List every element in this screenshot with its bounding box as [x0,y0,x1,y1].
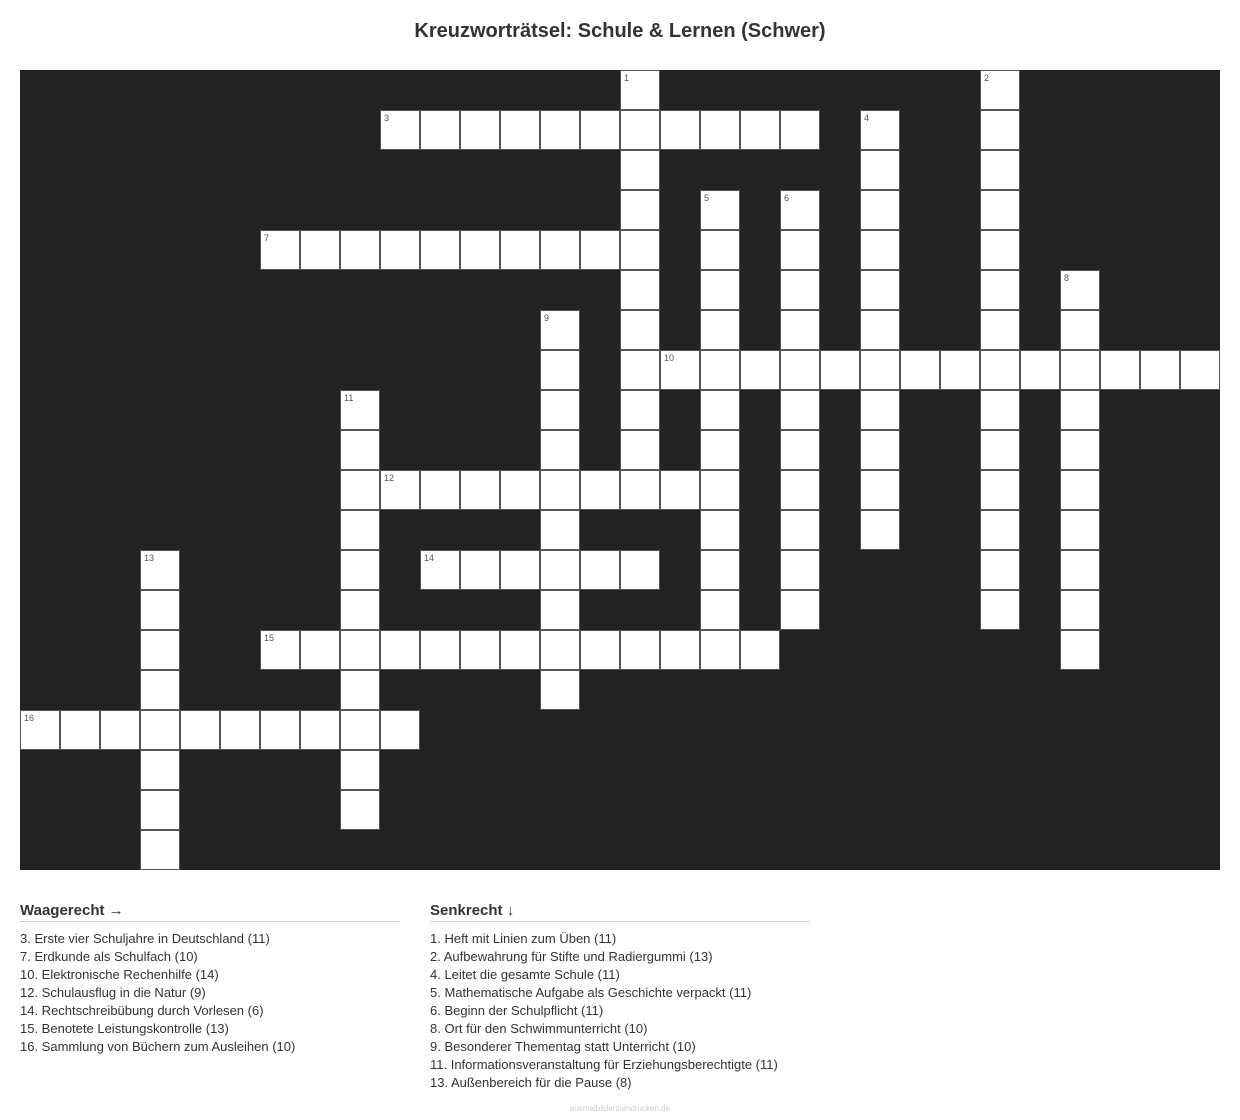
grid-cell[interactable] [340,670,380,710]
clue-number: 9 [544,313,550,323]
grid-cell[interactable] [820,350,860,390]
grid-cell[interactable] [340,230,380,270]
grid-cell[interactable] [380,110,420,150]
grid-cell[interactable] [1060,470,1100,510]
grid-cell[interactable] [980,310,1020,350]
clue-number: 7 [264,233,270,243]
clue-item: 11. Informationsveranstaltung für Erziehungsberechtigte (11) [430,1057,778,1072]
grid-cell[interactable] [420,630,460,670]
grid-cell[interactable] [300,630,340,670]
grid-cell[interactable] [1060,510,1100,550]
grid-cell[interactable] [620,150,660,190]
down-heading: Senkrecht ↓ [430,902,810,922]
clue-item: 14. Rechtschreibübung durch Vorlesen (6) [20,1003,264,1018]
grid-cell[interactable] [140,630,180,670]
grid-cell[interactable] [140,790,180,830]
grid-cell[interactable] [340,430,380,470]
grid-cell[interactable] [1180,350,1220,390]
grid-cell[interactable] [1060,590,1100,630]
grid-cell[interactable] [460,630,500,670]
grid-cell[interactable] [540,470,580,510]
grid-cell[interactable] [780,350,820,390]
grid-cell[interactable] [700,190,740,230]
grid-cell[interactable] [860,470,900,510]
grid-cell[interactable] [700,230,740,270]
grid-cell[interactable] [1020,350,1060,390]
grid-cell[interactable] [580,230,620,270]
grid-cell[interactable] [1060,310,1100,350]
grid-cell[interactable] [340,510,380,550]
grid-cell[interactable] [660,110,700,150]
grid-cell[interactable] [460,230,500,270]
grid-cell[interactable] [980,230,1020,270]
grid-cell[interactable] [780,590,820,630]
grid-cell[interactable] [140,550,180,590]
grid-cell[interactable] [980,350,1020,390]
grid-cell[interactable] [980,430,1020,470]
grid-cell[interactable] [540,230,580,270]
grid-cell[interactable] [980,590,1020,630]
grid-cell[interactable] [780,110,820,150]
grid-cell[interactable] [620,430,660,470]
grid-cell[interactable] [980,110,1020,150]
grid-cell[interactable] [980,510,1020,550]
page-title: Kreuzworträtsel: Schule & Lernen (Schwer) [414,20,826,42]
grid-cell[interactable] [100,710,140,750]
grid-cell[interactable] [740,110,780,150]
grid-cell[interactable] [700,350,740,390]
grid-cell[interactable] [700,590,740,630]
grid-cell[interactable] [380,710,420,750]
grid-cell[interactable] [380,630,420,670]
clue-item: 1. Heft mit Linien zum Üben (11) [430,931,617,946]
grid-cell[interactable] [620,270,660,310]
grid-cell[interactable] [860,430,900,470]
grid-cell[interactable] [340,790,380,830]
grid-cell[interactable] [540,350,580,390]
grid-cell[interactable] [260,630,300,670]
clue-number: 8 [1064,273,1070,283]
grid-cell[interactable] [140,750,180,790]
clue-item: 3. Erste vier Schuljahre in Deutschland (11) [20,931,270,946]
grid-cell[interactable] [260,710,300,750]
grid-cell[interactable] [260,230,300,270]
clue-item: 15. Benotete Leistungskontrolle (13) [20,1021,229,1036]
grid-cell[interactable] [340,390,380,430]
clue-number: 10 [664,353,675,363]
crossword-grid [20,70,1220,870]
grid-cell[interactable] [500,110,540,150]
grid-cell[interactable] [620,630,660,670]
grid-cell[interactable] [220,710,260,750]
grid-cell[interactable] [980,550,1020,590]
grid-cell[interactable] [700,110,740,150]
grid-cell[interactable] [980,390,1020,430]
grid-cell[interactable] [140,830,180,870]
grid-cell[interactable] [460,470,500,510]
grid-cell[interactable] [700,390,740,430]
grid-cell[interactable] [580,550,620,590]
grid-cell[interactable] [340,590,380,630]
grid-cell[interactable] [300,230,340,270]
grid-cell[interactable] [740,350,780,390]
grid-cell[interactable] [980,150,1020,190]
grid-cell[interactable] [780,510,820,550]
grid-cell[interactable] [500,230,540,270]
grid-cell[interactable] [540,590,580,630]
grid-cell[interactable] [380,230,420,270]
grid-cell[interactable] [1140,350,1180,390]
grid-cell[interactable] [980,190,1020,230]
clue-number: 2 [984,73,990,83]
grid-cell[interactable] [900,350,940,390]
grid-cell[interactable] [540,510,580,550]
grid-cell[interactable] [700,270,740,310]
grid-cell[interactable] [700,310,740,350]
grid-cell[interactable] [700,470,740,510]
clue-number: 3 [384,113,390,123]
grid-cell[interactable] [620,470,660,510]
grid-cell[interactable] [380,470,420,510]
grid-cell[interactable] [860,190,900,230]
clue-item: 8. Ort für den Schwimmunterricht (10) [430,1021,648,1036]
grid-cell[interactable] [860,230,900,270]
across-clues [20,902,400,1056]
grid-cell[interactable] [1060,550,1100,590]
grid-cell[interactable] [780,190,820,230]
grid-cell[interactable] [980,270,1020,310]
grid-cell[interactable] [980,470,1020,510]
grid-cell[interactable] [660,470,700,510]
grid-cell[interactable] [140,670,180,710]
grid-cell[interactable] [700,510,740,550]
grid-cell[interactable] [340,470,380,510]
clue-number: 12 [384,473,395,483]
grid-cell[interactable] [580,470,620,510]
grid-cell[interactable] [340,710,380,750]
grid-cell[interactable] [780,470,820,510]
clue-number: 14 [424,553,435,563]
grid-cell[interactable] [660,350,700,390]
grid-cell[interactable] [860,150,900,190]
grid-cell[interactable] [700,550,740,590]
grid-cell[interactable] [780,230,820,270]
grid-cell[interactable] [180,710,220,750]
grid-cell[interactable] [620,70,660,110]
grid-cell[interactable] [620,390,660,430]
grid-cell[interactable] [340,630,380,670]
grid-cell[interactable] [1060,390,1100,430]
grid-cell[interactable] [1100,350,1140,390]
grid-cell[interactable] [1060,270,1100,310]
clue-item: 16. Sammlung von Büchern zum Ausleihen (10) [20,1039,296,1054]
grid-cell[interactable] [620,190,660,230]
across-clue-list [20,930,400,1056]
clue-number: 13 [144,553,155,563]
grid-cell[interactable] [540,390,580,430]
grid-cell[interactable] [660,630,700,670]
grid-cell[interactable] [1060,350,1100,390]
grid-cell[interactable] [700,630,740,670]
grid-cell[interactable] [780,310,820,350]
grid-cell[interactable] [140,590,180,630]
clue-item: 12. Schulausflug in die Natur (9) [20,985,206,1000]
grid-cell[interactable] [940,350,980,390]
clue-item: 5. Mathematische Aufgabe als Geschichte verpackt (11) [430,985,752,1000]
grid-cell[interactable] [780,550,820,590]
clue-number: 1 [624,73,630,83]
grid-cell[interactable] [860,310,900,350]
grid-cell[interactable] [420,110,460,150]
grid-cell[interactable] [980,70,1020,110]
grid-cell[interactable] [500,470,540,510]
clue-item: 7. Erdkunde als Schulfach (10) [20,949,198,964]
grid-cell[interactable] [340,750,380,790]
grid-cell[interactable] [580,110,620,150]
grid-cell[interactable] [300,710,340,750]
grid-cell[interactable] [1060,430,1100,470]
clue-number: 15 [264,633,275,643]
grid-cell[interactable] [780,390,820,430]
grid-cell[interactable] [860,390,900,430]
grid-cell[interactable] [780,270,820,310]
grid-cell[interactable] [620,550,660,590]
grid-cell[interactable] [620,310,660,350]
grid-cell[interactable] [20,710,60,750]
grid-cell[interactable] [540,550,580,590]
grid-cell[interactable] [420,470,460,510]
clue-number: 11 [344,393,354,403]
clue-number: 16 [24,713,35,723]
grid-cell[interactable] [340,550,380,590]
grid-cell[interactable] [860,350,900,390]
clue-item: 2. Aufbewahrung für Stifte und Radiergummi (13) [430,949,713,964]
grid-cell[interactable] [780,430,820,470]
grid-cell[interactable] [460,110,500,150]
grid-cell[interactable] [420,550,460,590]
grid-cell[interactable] [700,430,740,470]
grid-cell[interactable] [620,230,660,270]
down-clue-list [430,930,810,1092]
clue-item: 13. Außenbereich für die Pause (8) [430,1075,632,1090]
grid-cell[interactable] [740,630,780,670]
clue-item: 4. Leitet die gesamte Schule (11) [430,967,620,982]
clue-item: 6. Beginn der Schulpflicht (11) [430,1003,604,1018]
grid-cell[interactable] [540,110,580,150]
grid-cell[interactable] [860,110,900,150]
grid-cell[interactable] [540,430,580,470]
down-clues [430,902,810,1092]
clue-number: 4 [864,113,870,123]
clue-item: 10. Elektronische Rechenhilfe (14) [20,967,219,982]
grid-cell[interactable] [620,350,660,390]
grid-cell[interactable] [60,710,100,750]
grid-cell[interactable] [540,670,580,710]
grid-cell[interactable] [580,630,620,670]
grid-cell[interactable] [500,550,540,590]
grid-cell[interactable] [860,510,900,550]
grid-cell[interactable] [420,230,460,270]
clue-item: 9. Besonderer Thementag statt Unterricht (10) [430,1039,696,1054]
clue-number: 5 [704,193,710,203]
grid-cell[interactable] [460,550,500,590]
grid-cell[interactable] [500,630,540,670]
footer-credit: ausmalbilderzumdrucken.de [569,1104,671,1113]
grid-cell[interactable] [620,110,660,150]
across-heading: Waagerecht → [20,902,400,922]
grid-cell[interactable] [540,630,580,670]
grid-cell[interactable] [860,270,900,310]
grid-cell[interactable] [140,710,180,750]
clue-number: 6 [784,193,790,203]
grid-cell[interactable] [1060,630,1100,670]
grid-cell[interactable] [540,310,580,350]
